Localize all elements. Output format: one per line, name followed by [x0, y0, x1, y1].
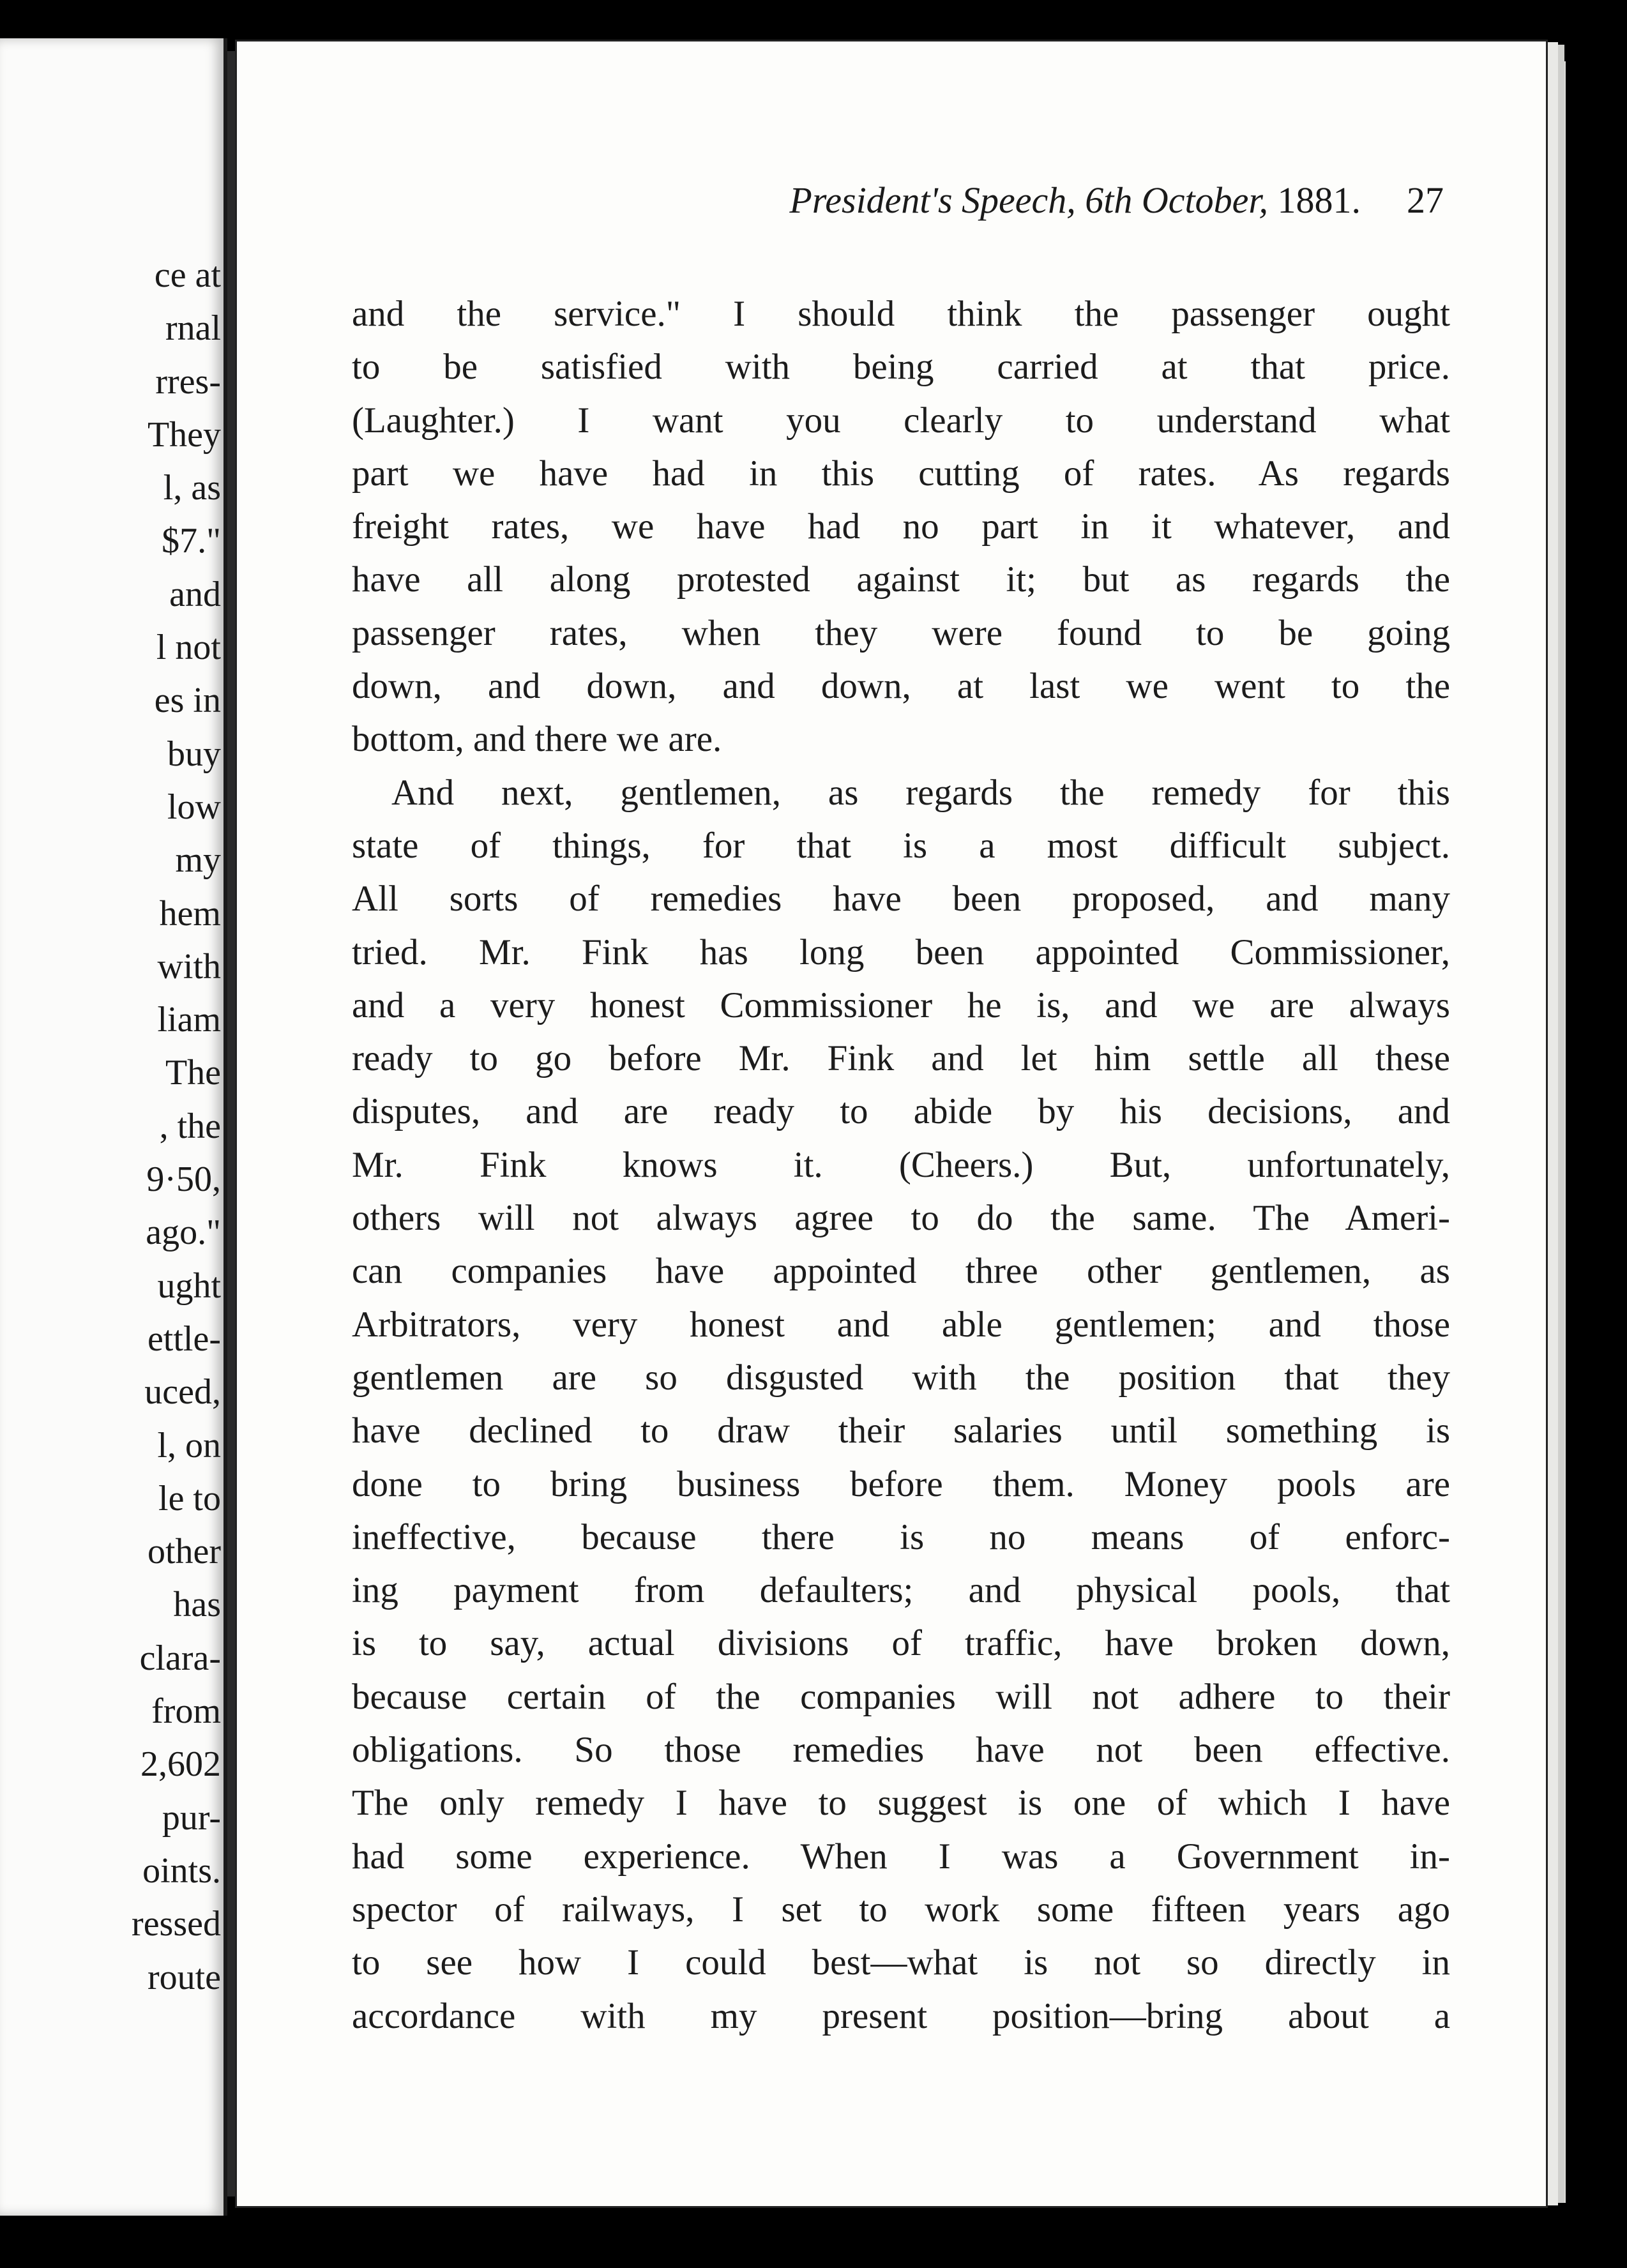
left-page-line: l, as [163, 468, 221, 508]
text-line: spector of railways, I set to work some fifteen years ago [352, 1889, 1450, 1930]
text-line: tried. Mr. Fink has long been appointed Commissioner, [352, 932, 1450, 972]
left-page-text [4, 249, 221, 2004]
text-line: gentlemen are so disgusted with the position that they [352, 1357, 1450, 1398]
left-page-line: rnal [165, 308, 221, 349]
text-line: done to bring business before them. Money pools are [352, 1463, 1450, 1504]
left-page-line: buy [167, 734, 221, 774]
left-page-line: hem [159, 893, 221, 934]
left-page-line: other [147, 1532, 221, 1572]
running-header [237, 179, 1361, 222]
left-page-line: has [173, 1585, 221, 1625]
text-line: to see how I could best—what is not so directly in [352, 1942, 1450, 1983]
page-number: 27 [1407, 179, 1444, 221]
body-text [352, 287, 1450, 2043]
text-line: (Laughter.) I want you clearly to understand what [352, 400, 1450, 441]
text-line: is to say, actual divisions of traffic, have broken down, [352, 1623, 1450, 1664]
left-page-line: ago." [146, 1213, 221, 1253]
left-page-line: liam [157, 1000, 221, 1040]
text-line: freight rates, we have had no part in it whatever, and [352, 506, 1450, 547]
text-line: And next, gentlemen, as regards the remedy for this [391, 772, 1450, 813]
left-page-line: ressed [132, 1904, 221, 1944]
text-line: have all along protested against it; but as regards the [352, 559, 1450, 600]
left-page-line: 2,602 [140, 1744, 221, 1785]
text-line: passenger rates, when they were found to be going [352, 612, 1450, 653]
left-page-line: and [169, 574, 221, 614]
text-line: obligations. So those remedies have not been effective. [352, 1730, 1450, 1771]
page-edge [1558, 61, 1566, 2203]
left-page-line: clara- [139, 1638, 221, 1678]
left-page-line: low [167, 787, 221, 827]
text-line: to be satisfied with being carried at that price. [352, 347, 1450, 388]
text-line: part we have had in this cutting of rates. As regards [352, 453, 1450, 494]
left-page-line: from [151, 1691, 221, 1732]
left-page-line: pur- [162, 1797, 221, 1838]
text-line: because certain of the companies will not adhere to their [352, 1676, 1450, 1717]
left-page-line: They [147, 414, 221, 455]
left-page-line: l not [156, 628, 221, 668]
text-line: and a very honest Commissioner he is, and we are always [352, 985, 1450, 1025]
text-line: accordance with my present position—bring about a [352, 1995, 1450, 2036]
text-line: The only remedy I have to suggest is one of which I have [352, 1783, 1450, 1824]
left-page-line: ce at [154, 255, 221, 295]
text-line: Mr. Fink knows it. (Cheers.) But, unfortunately, [352, 1144, 1450, 1185]
left-page-line: $7." [162, 521, 221, 561]
left-page-line: ught [157, 1266, 221, 1306]
text-line: disputes, and are ready to abide by his decisions, and [352, 1091, 1450, 1132]
text-line: had some experience. When I was a Government in- [352, 1836, 1450, 1877]
left-page-line: l, on [157, 1425, 221, 1465]
text-line: and the service." I should think the passenger ought [352, 294, 1450, 334]
running-header-year: 1881. [1277, 179, 1361, 221]
text-line: bottom, and there we are. [352, 719, 722, 760]
left-page-line: my [175, 840, 221, 881]
left-page-line: le to [158, 1478, 221, 1518]
left-page [0, 38, 227, 2216]
text-line: down, and down, and down, at last we went to the [352, 666, 1450, 707]
left-page-line: 9·50, [146, 1160, 221, 1200]
text-line: others will not always agree to do the same. The Ameri- [352, 1198, 1450, 1239]
page-edge [1547, 50, 1558, 2202]
text-line: have declined to draw their salaries until something is [352, 1410, 1450, 1451]
left-page-line: rres- [155, 361, 221, 402]
left-page-line: The [165, 1053, 221, 1093]
text-line: All sorts of remedies have been proposed, and many [352, 879, 1450, 919]
right-page [235, 40, 1548, 2208]
left-page-line: , the [159, 1106, 221, 1146]
text-line: ineffective, because there is no means of enforc- [352, 1516, 1450, 1557]
text-line: ing payment from defaulters; and physical pools, that [352, 1570, 1450, 1611]
left-page-line: ettle- [147, 1319, 221, 1359]
left-page-line: es in [154, 681, 221, 721]
left-page-line: uced, [144, 1372, 221, 1412]
left-page-line: with [157, 946, 221, 987]
text-line: ready to go before Mr. Fink and let him settle all these [352, 1038, 1450, 1079]
text-line: can companies have appointed three other gentlemen, as [352, 1251, 1450, 1292]
text-line: state of things, for that is a most difficult subject. [352, 825, 1450, 866]
book-gutter [227, 51, 235, 2196]
left-page-line: oints. [142, 1850, 221, 1891]
running-header-title: President's Speech, 6th October, [789, 179, 1268, 221]
left-page-line: route [147, 1957, 221, 1997]
text-line: Arbitrators, very honest and able gentlemen; and those [352, 1304, 1450, 1345]
